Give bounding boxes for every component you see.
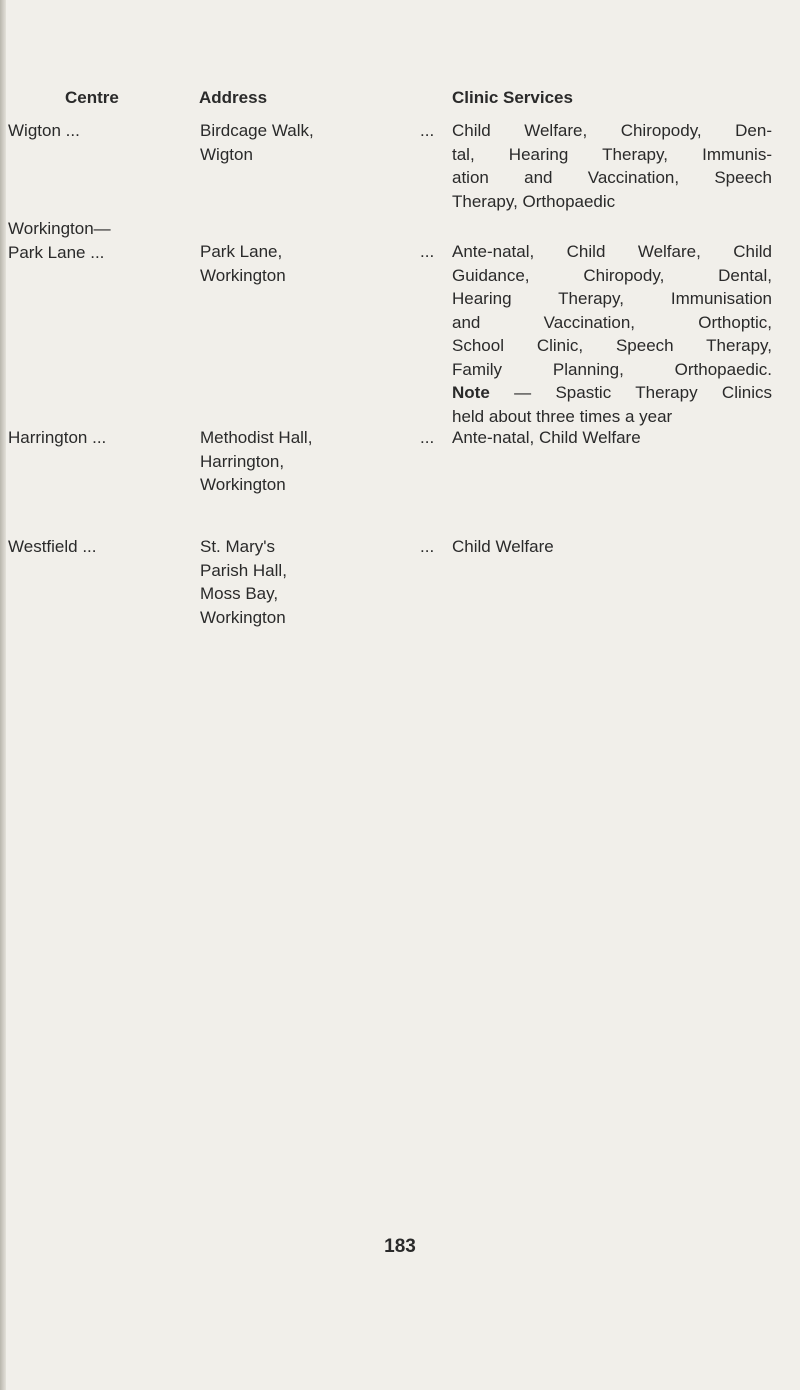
page-number: 183 <box>384 1236 416 1257</box>
services-line: Family Planning, Orthopaedic. <box>452 359 772 379</box>
leader-dots: ... <box>420 121 435 140</box>
centre-subname: Park Lane ... <box>8 242 105 262</box>
services-cell <box>452 119 772 213</box>
centre-name: Westfield ... <box>8 537 97 556</box>
table-header <box>0 88 800 112</box>
services-line: School Clinic, Speech Therapy, <box>452 336 772 355</box>
header-clinic-services: Clinic Services <box>452 88 573 107</box>
address-cell <box>200 426 410 497</box>
note-label: Note <box>452 383 490 402</box>
leader-dots: ... <box>420 537 435 556</box>
centre-name: Harrington ... <box>8 428 107 447</box>
services-line: Therapy, Orthopaedic <box>452 191 616 211</box>
leader-dots: ... <box>420 242 435 261</box>
services-line: Hearing Therapy, Immunisation <box>452 289 772 308</box>
address-line: Park Lane, <box>200 242 283 261</box>
address-line: St. Mary's <box>200 537 276 556</box>
centre-cell <box>8 217 193 264</box>
services-line: Child Welfare <box>452 537 554 556</box>
address-line: Moss Bay, <box>200 584 279 603</box>
address-line: Workington <box>200 265 286 285</box>
centre-cell <box>8 535 193 559</box>
address-line: Workington <box>200 607 286 627</box>
note-line <box>452 381 772 405</box>
address-line: Workington <box>200 475 286 494</box>
address-line: Parish Hall, <box>200 560 287 580</box>
address-line: Wigton <box>200 144 253 164</box>
services-cell <box>452 426 772 450</box>
services-line: Ante-natal, Child Welfare <box>452 428 641 447</box>
services-line: Child Welfare, Chiropody, Den- <box>452 121 772 140</box>
address-cell <box>200 119 410 166</box>
services-line: Guidance, Chiropody, Dental, <box>452 265 772 285</box>
services-line: Ante-natal, Child Welfare, Child <box>452 242 772 261</box>
note-text: — Spastic Therapy Clinics <box>514 383 772 402</box>
centre-name: Wigton ... <box>8 121 80 140</box>
address-cell <box>200 535 410 629</box>
note-line: held about three times a year <box>452 406 673 426</box>
centre-name: Workington— <box>8 219 111 238</box>
services-line: and Vaccination, Orthoptic, <box>452 312 772 332</box>
header-centre: Centre <box>65 88 119 107</box>
leader-dots: ... <box>420 428 435 447</box>
page-binding-edge <box>0 0 6 1390</box>
address-cell <box>200 240 410 287</box>
services-cell <box>452 535 772 559</box>
services-line: tal, Hearing Therapy, Immunis- <box>452 144 772 164</box>
address-line: Methodist Hall, <box>200 428 313 447</box>
address-line: Harrington, <box>200 451 285 471</box>
services-cell <box>452 240 772 428</box>
header-address: Address <box>199 88 268 107</box>
centre-cell <box>8 426 193 450</box>
address-line: Birdcage Walk, <box>200 121 314 140</box>
centre-cell <box>8 119 193 143</box>
services-line: ation and Vaccination, Speech <box>452 168 772 187</box>
